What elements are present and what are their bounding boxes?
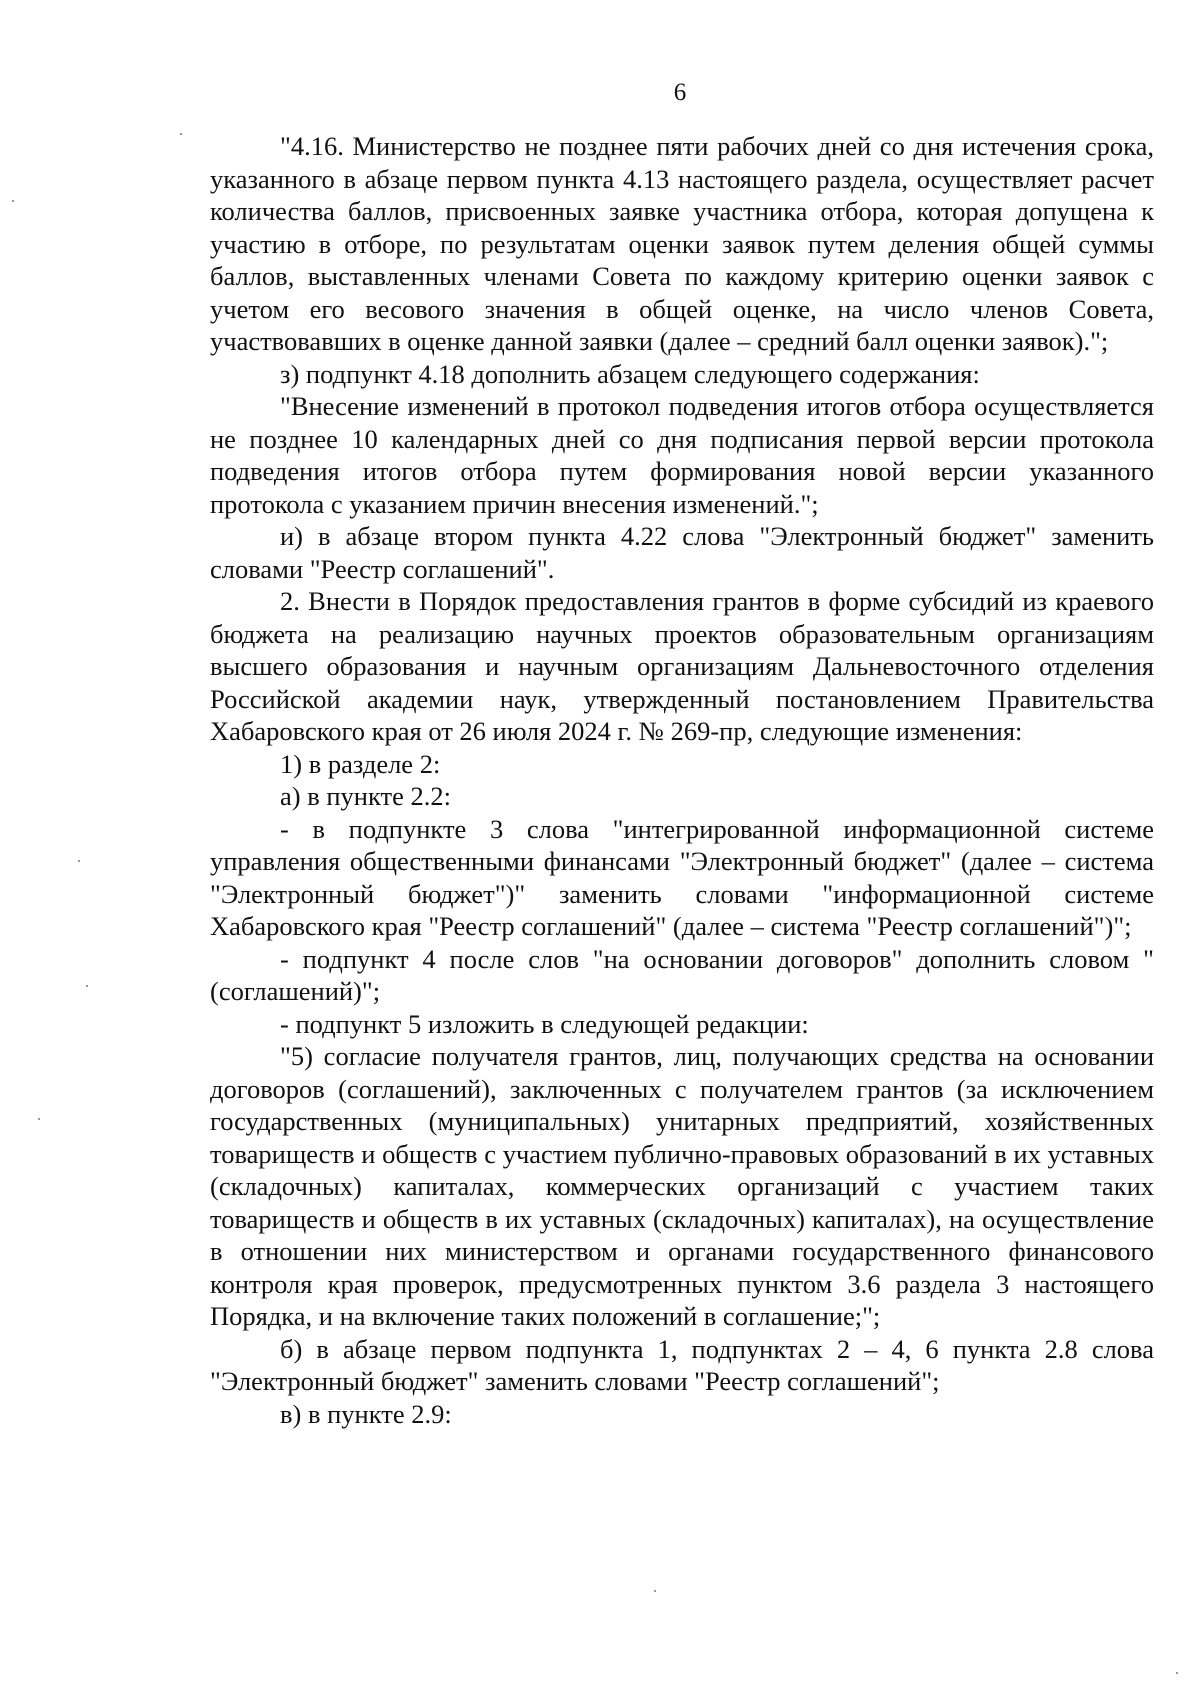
document-body [210, 130, 1154, 1430]
paragraph: з) подпункт 4.18 дополнить абзацем следующего содержания: [280, 358, 980, 389]
scan-speck [654, 1590, 656, 1592]
scan-speck [12, 200, 14, 202]
scan-speck [38, 1118, 40, 1120]
paragraph: "5) согласие получателя грантов, лиц, получающих средства на основании договоров (соглашений), заключенных с получателем грантов (за исключением государственных (муниципальных) унитарных предприятий, хозяйственных товариществ и обществ с участием публично-правовых образований в их уставных (складочных) капиталах, коммерческих организаций с участием таких товариществ и обществ в их уставных (складочных) капиталах), на осуществление в отношении них министерством и органами государственного финансового контроля края проверок, предусмотренных пунктом 3.6 раздела 3 настоящего Порядка, и на включение таких положений в соглашение;"; [210, 1041, 1154, 1331]
scan-speck [78, 860, 80, 862]
paragraph: а) в пункте 2.2: [280, 781, 451, 811]
paragraph: - подпункт 4 после слов "на основании договоров" дополнить словом "(соглашений)"; [210, 943, 1154, 1006]
scan-speck [180, 133, 182, 135]
paragraph: "Внесение изменений в протокол подведения итогов отбора осуществляется не позднее 10 календарных дней со дня подписания первой версии протокола подведения итогов отбора путем формирования новой версии указанного протокола с указанием причин внесения изменений."; [210, 391, 1154, 519]
paragraph: - подпункт 5 изложить в следующей редакции: [280, 1008, 809, 1039]
paragraph: и) в абзаце втором пункта 4.22 слова "Электронный бюджет" заменить словами "Реестр соглашений". [210, 521, 1154, 584]
scan-speck [86, 985, 88, 987]
scan-speck [1176, 1672, 1178, 1674]
paragraph: 1) в разделе 2: [280, 748, 441, 779]
paragraph: б) в абзаце первом подпункта 1, подпунктах 2 – 4, 6 пункта 2.8 слова "Электронный бюджет" заменить словами "Реестр соглашений"; [210, 1333, 1154, 1396]
paragraph: "4.16. Министерство не позднее пяти рабочих дней со дня истечения срока, указанного в абзаце первом пункта 4.13 настоящего раздела, осуществляет расчет количества баллов, присвоенных заявке участника отбора, которая допущена к участию в отборе, по результатам оценки заявок путем деления общей суммы баллов, выставленных членами Совета по каждому критерию оценки заявок с учетом его весового значения в общей оценке, на число членов Совета, участвовавших в оценке данной заявки (далее – средний балл оценки заявок)."; [210, 131, 1154, 356]
paragraph: 2. Внести в Порядок предоставления грантов в форме субсидий из краевого бюджета на реализацию научных проектов образовательным организациям высшего образования и научным организациям Дальневосточного отделения Российской академии наук, утвержденный постановлением Правительства Хабаровского края от 26 июля 2024 г. № 269-пр, следующие изменения: [210, 586, 1154, 746]
page-number: 6 [673, 79, 687, 106]
paragraph: - в подпункте 3 слова "интегрированной информационной системе управления общественными финансами "Электронный бюджет" (далее – система "Электронный бюджет")" заменить словами "информационной системе Хабаровского края "Реестр соглашений" (далее – система "Реестр соглашений")"; [210, 813, 1154, 941]
paragraph: в) в пункте 2.9: [280, 1398, 452, 1429]
